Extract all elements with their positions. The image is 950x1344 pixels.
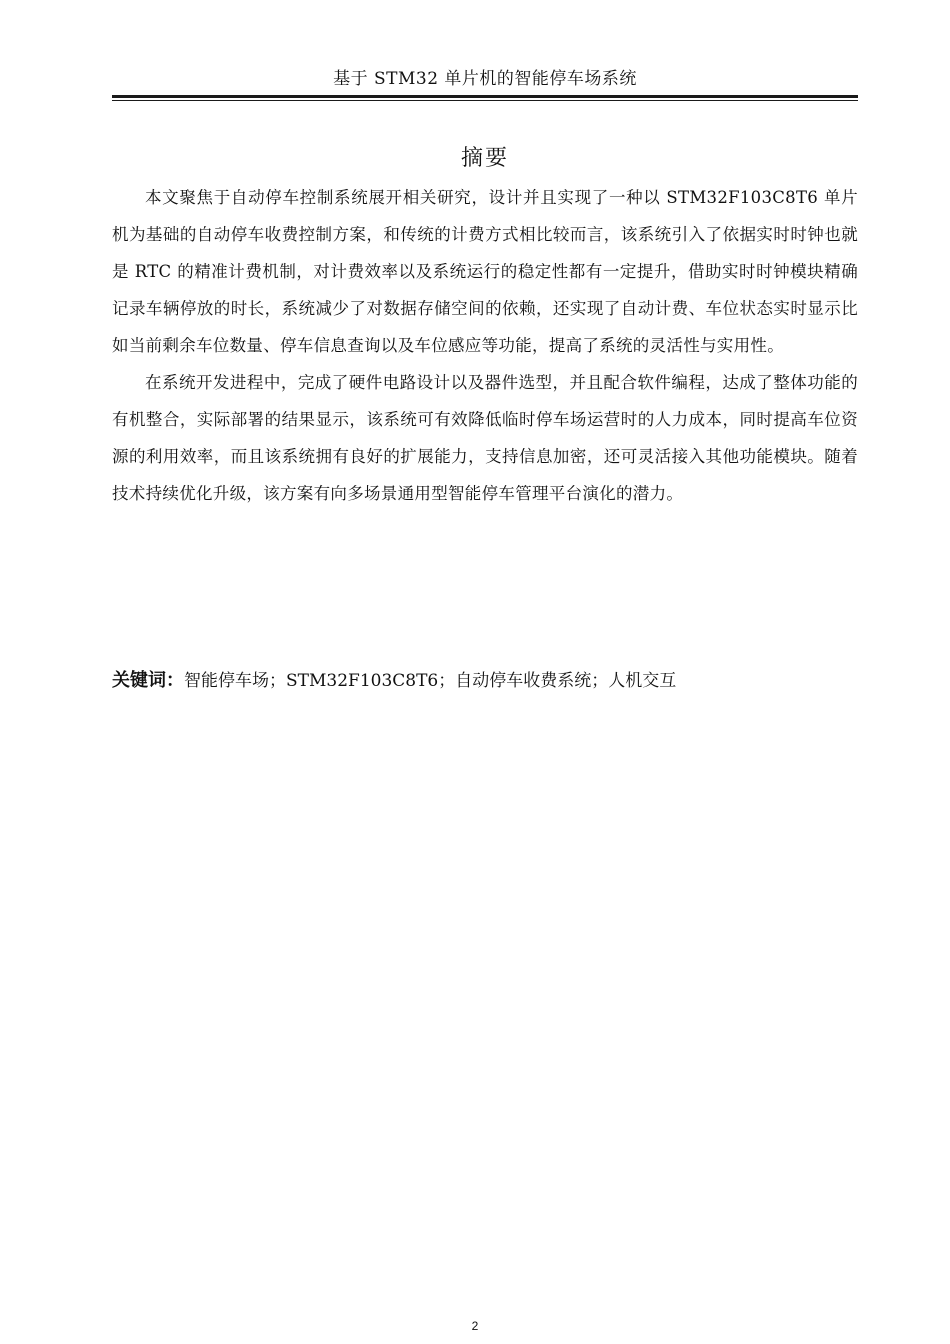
abstract-paragraph-2: 在系统开发进程中，完成了硬件电路设计以及器件选型，并且配合软件编程，达成了整体功能的有机整合，实际部署的结果显示，该系统可有效降低临时停车场运营时的人力成本，同时提高车位资源的利用效率，而且该系统拥有良好的扩展能力，支持信息加密，还可灵活接入其他功能模块。随着技术持续优化升级，该方案有向多场景通用型智能停车管理平台演化的潜力。 [112, 373, 858, 503]
keywords-line [112, 666, 858, 696]
abstract-paragraph-1: 本文聚焦于自动停车控制系统展开相关研究，设计并且实现了一种以 STM32F103C8T6 单片机为基础的自动停车收费控制方案，和传统的计费方式相比较而言，该系统引入了依据实时时钟也就是 RTC 的精准计费机制，对计费效率以及系统运行的稳定性都有一定提升，借助实时时钟模块精确记录车辆停放的时长，系统减少了对数据存储空间的依赖，还实现了自动计费、车位状态实时显示比如当前剩余车位数量、停车信息查询以及车位感应等功能，提高了系统的灵活性与实用性。 [112, 188, 858, 355]
abstract-body [112, 179, 858, 512]
page-number: 2 [471, 1319, 479, 1333]
header-rule-thin [112, 100, 858, 101]
abstract-title: 摘要 [460, 146, 509, 171]
header-rule-thick [112, 95, 858, 98]
keywords-label: 关键词： [112, 670, 184, 691]
running-header: 基于 STM32 单片机的智能停车场系统 [333, 69, 637, 89]
keywords-text: 智能停车场；STM32F103C8T6；自动停车收费系统；人机交互 [184, 671, 677, 691]
